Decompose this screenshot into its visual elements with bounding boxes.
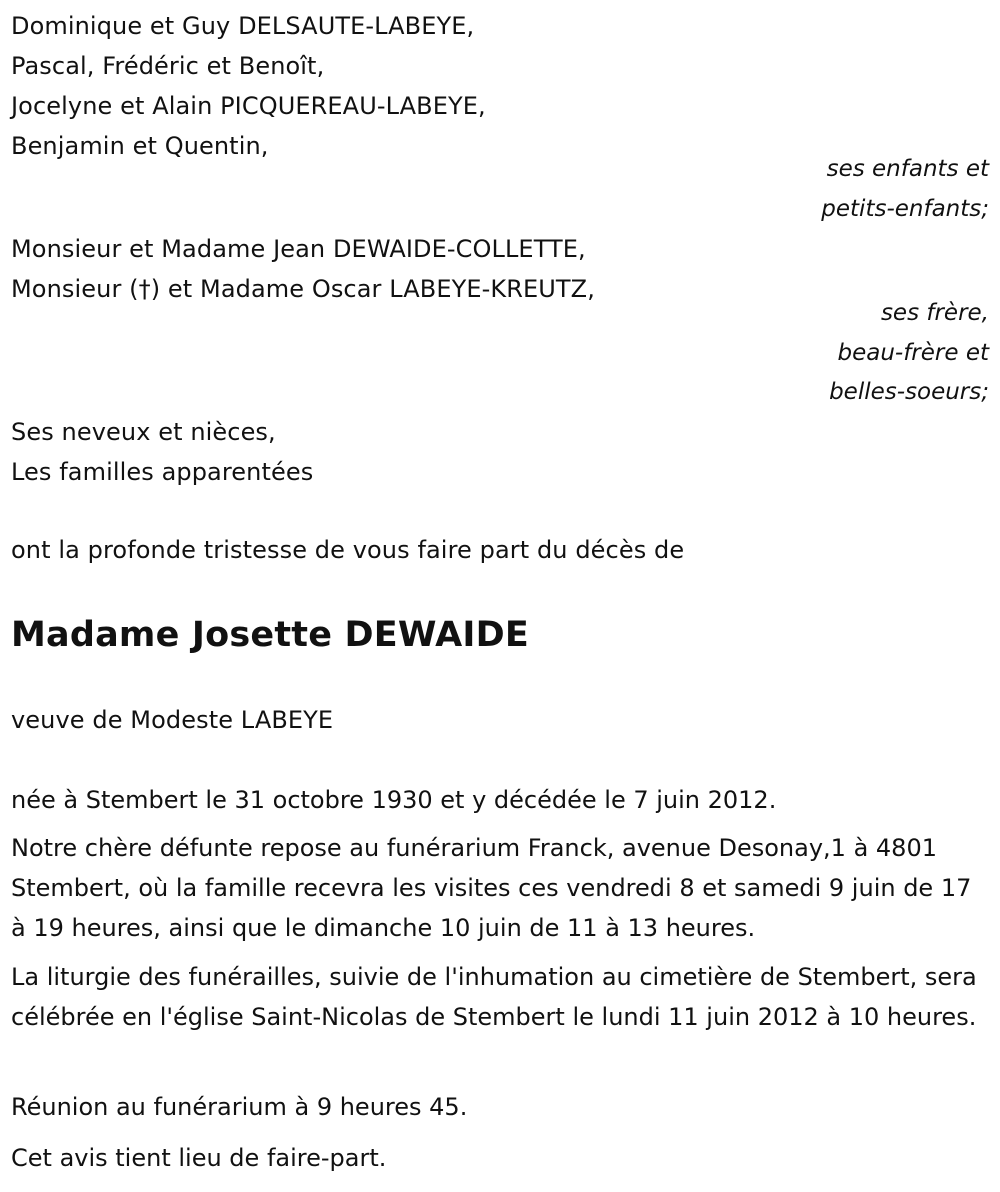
family-line: Les familles apparentées [11, 458, 314, 486]
family-line: Monsieur et Madame Jean DEWAIDE-COLLETTE, [11, 235, 586, 263]
family-line: Monsieur (†) et Madame Oscar LABEYE-KREUTZ, [11, 275, 595, 303]
family-line: Dominique et Guy DELSAUTE-LABEYE, [11, 12, 475, 40]
relation-label: belles-soeurs; [829, 379, 989, 405]
funeral-paragraph: La liturgie des funérailles, suivie de l'inhumation au cimetière de Stembert, sera célébrée en l'église Saint-Nicolas de Stembert le lundi 11 juin 2012 à 10 heures. [11, 963, 977, 1031]
family-line: Jocelyne et Alain PICQUEREAU-LABEYE, [11, 92, 486, 120]
relation-label: ses frère, [880, 300, 989, 326]
relation-label: beau-frère et [837, 340, 989, 366]
visitation-paragraph: Notre chère défunte repose au funérarium Franck, avenue Desonay,1 à 4801 Stembert, où la famille recevra les visites ces vendredi 8 et samedi 9 juin de 17 à 19 heures, ainsi que le dimanche 10 juin de 11 à 13 heures. [11, 834, 972, 942]
relation-label: ses enfants et [826, 156, 989, 182]
family-line: Benjamin et Quentin, [11, 132, 269, 160]
widow-of-text: veuve de Modeste LABEYE [11, 706, 334, 734]
meeting-paragraph: Réunion au funérarium à 9 heures 45. [11, 1093, 468, 1121]
closing-paragraph: Cet avis tient lieu de faire-part. [11, 1144, 387, 1172]
family-line: Ses neveux et nièces, [11, 418, 276, 446]
deceased-name: Madame Josette DEWAIDE [11, 615, 530, 655]
announcement-text: ont la profonde tristesse de vous faire part du décès de [11, 536, 685, 564]
family-line: Pascal, Frédéric et Benoît, [11, 52, 325, 80]
birth-death-paragraph: née à Stembert le 31 octobre 1930 et y décédée le 7 juin 2012. [11, 786, 777, 814]
relation-label: petits-enfants; [821, 196, 989, 222]
